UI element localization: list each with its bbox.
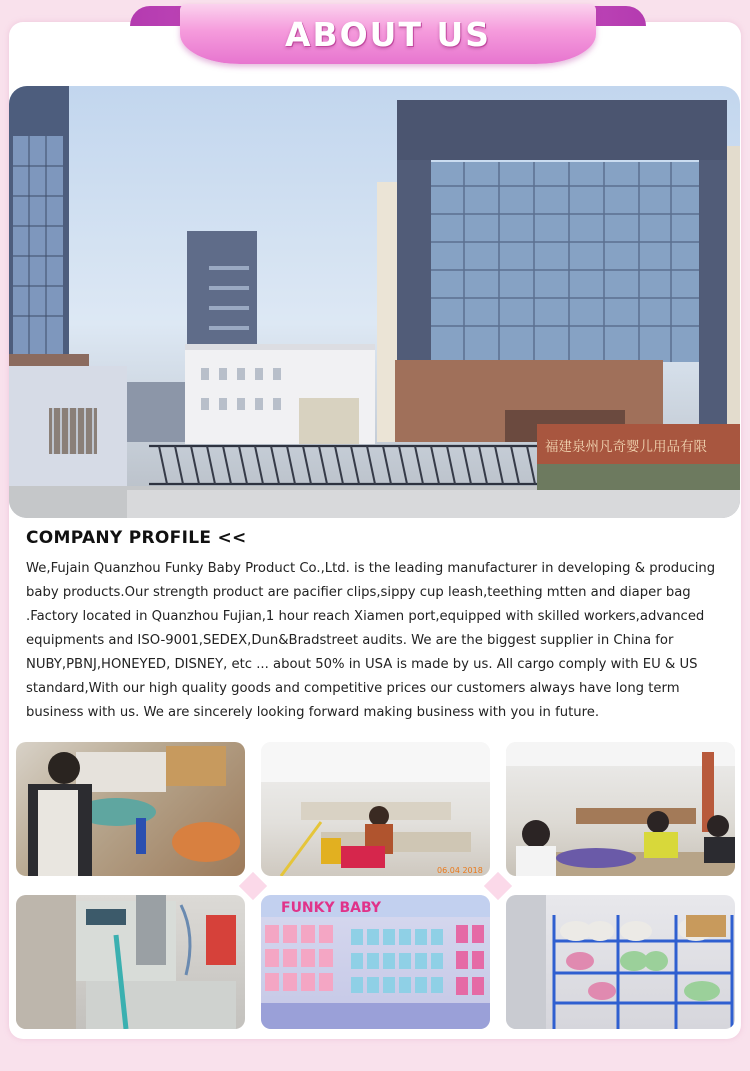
factory-illustration <box>9 86 740 518</box>
company-profile-text: We,Fujain Quanzhou Funky Baby Product Co.,Ltd. is the leading manufacturer in developing & producing baby products.Our strength product are pacifier clips,sippy cup leash,teething mtten and diaper bag .Factory located in Quanzhou Fujian,1 hour reach Xiamen port,equipped with skilled workers,advanced equipments and ISO-9001,SEDEX,Dun&Bradstreet audits. We are the biggest supplier in China for NUBY,PBNJ,HONEYED, DISNEY, etc ... about 50% in USA is made by us. All cargo comply with EU & US standard,With our high quality goods and competitive prices our customers always have long term business with us. We are sincerely looking forward making business with you in future. <box>26 561 716 720</box>
gallery-photo-showroom <box>261 895 490 1029</box>
about-us-banner <box>128 0 648 70</box>
packing-scene <box>16 742 245 876</box>
gallery-photo-machine <box>16 895 245 1029</box>
gallery-photo-assembly <box>506 742 735 876</box>
showroom-scene <box>261 895 490 1029</box>
company-profile-heading: COMPANY PROFILE << <box>26 528 247 548</box>
gallery-photo-workshop <box>261 742 490 876</box>
assembly-scene <box>506 742 735 876</box>
photo-date-stamp: 06.04 2018 <box>437 866 483 875</box>
machine-scene <box>16 895 245 1029</box>
factory-sign-text: 福建泉州凡奇婴儿用品有限 <box>545 439 707 455</box>
factory-photo <box>9 86 740 518</box>
ribbon-front <box>180 4 596 64</box>
warehouse-scene <box>506 895 735 1029</box>
gallery-photo-packing <box>16 742 245 876</box>
page-title: ABOUT US <box>284 14 492 54</box>
workshop-scene <box>261 742 490 876</box>
showroom-banner: FUNKY BABY <box>281 900 382 916</box>
gallery-photo-warehouse <box>506 895 735 1029</box>
